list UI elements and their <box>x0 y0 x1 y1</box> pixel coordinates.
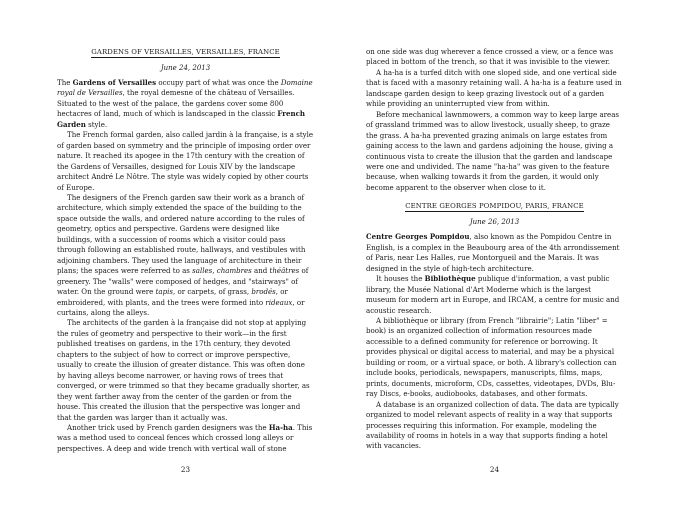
paragraph-ha-ha-definition: A ha-ha is a turfed ditch with one sloped side, and one vertical side that is faced with a masonry retaining wall. A ha-ha is a feature used in landscape garden design to keep grazing livestock out of a garden while providing an uninterrupted view from within. <box>366 67 622 109</box>
paragraph-ha-ha-continued: on one side was dug wherever a fence crossed a view, or a fence was placed in bottom of the trench, so that it was invisible to the viewer. <box>366 47 614 67</box>
right-page-text-column <box>366 47 623 452</box>
right-page <box>340 0 680 510</box>
paragraph-lawnmowers: Before mechanical lawnmowers, a common way to keep large areas of grassland trimmed was to allow livestock, usually sheep, to graze the grass. A ha-ha prevented grazing animals on large estates from gaining access to the lawn and gardens adjoining the house, giving a continuous vista to create the illusion that the garden and landscape were one and undivided. The name "ha-ha" was given to the feature because, when walking towards it from the garden, it would only become apparent to the observer when close to it. <box>366 109 620 192</box>
bold-ha-ha: Ha-ha <box>268 422 293 432</box>
article-heading-versailles: GARDENS OF VERSAILLES, VERSAILLES, FRANCE <box>91 48 280 56</box>
page-number-right: 24 <box>489 465 500 474</box>
paragraph-french-formal-garden: The French formal garden, also called jardin à la française, is a style of garden based on symmetry and the principle of imposing order over nature. It reached its apogee in the 17th century with the creation of the Gardens of Versailles, designed for Louis XIV by the landscape architect André Le Nôtre. The style was widely copied by other courts of Europe. <box>57 130 314 192</box>
article-date-versailles: June 24, 2013 <box>160 64 211 72</box>
paragraph-library: A bibliothèque or library (from French "librairie"; Latin "liber" = book) is an organized collection of information resources made accessible to a defined community for reference or borrowing. It provides physical or digital access to material, and may be a physical building or room, or a virtual space, or both. A library's collection can include books, periodicals, newspapers, manuscripts, films, maps, prints, documents, microform, CDs, cassettes, videotapes, DVDs, Blu-ray Discs, e-books, audiobooks, databases, and other formats. <box>366 315 617 399</box>
paragraph-versailles-intro: The Gardens of Versailles occupy part of what was once the Domaine royal de Versailles, the royal demesne of the château of Versailles. Situated to the west of the palace, the gardens cover some 800 hectacres of land, much of which is landscaped in the classic French Garden style. <box>57 78 313 129</box>
bold-gardens-of-versailles: Gardens of Versailles <box>72 78 157 87</box>
article-gap <box>366 193 623 201</box>
paragraph-perspective: The architects of the garden à la française did not stop at applying the rules of geometry and perspective to their work—in the first published treatises on gardens, in the 17th century, they devoted chapters to the subject of how to correct or improve perspective, usually to create the illusion of greater distance. This was often done by having alleys become narrower, or having rows of trees that converged, or were trimmed so that they became gradually shorter, as they went farther away from the center of the garden or from the house. This created the illusion that the perspective was longer and that the garden was larger than it actually was. <box>57 318 310 422</box>
italic-domaine-royal: Domaine royal de Versailles <box>57 78 313 98</box>
page-number-left: 23 <box>180 465 191 474</box>
bold-centre-georges-pompidou: Centre Georges Pompidou <box>366 232 470 242</box>
article-date-pompidou: June 26, 2013 <box>469 218 520 227</box>
bold-bibliotheque: Bibliothèque <box>424 274 476 284</box>
article-heading-pompidou: CENTRE GEORGES POMPIDOU, PARIS, FRANCE <box>405 202 584 211</box>
bold-french-garden: French Garden <box>57 109 306 129</box>
paragraph-pompidou-intro: Centre Georges Pompidou, also known as the Pompidou Centre in English, is a complex in the Beaubourg area of the 4th arrondissement of Paris, near Les Halles, rue Montorgueil and the Marais. It was designed in the style of high-tech architecture. <box>366 232 620 273</box>
paragraph-database: A database is an organized collection of data. The data are typically organized to model relevant aspects of reality in a way that supports processes requiring this information. For example, modeling the availability of rooms in hotels in a way that supports finding a hotel with vacancies. <box>366 399 619 451</box>
paragraph-bibliotheque: It houses the Bibliothèque publique d'information, a vast public library, the Musée National d'Art Moderne which is the largest museum for modern art in Europe, and IRCAM, a centre for music and acoustic research. <box>366 274 620 315</box>
paragraph-ha-ha-trick: Another trick used by French garden designers was the Ha-ha. This was a method used to conceal fences which crossed long alleys or perspectives. A deep and wide trench with vertical wall of stone <box>57 422 313 453</box>
paragraph-designers: The designers of the French garden saw their work as a branch of architecture, which simply extended the space of the building to the space outside the walls, and ordered nature according to the rules of geometry, optics and perspective. Gardens were designed like buildings, with a succession of rooms which a visitor could pass through following an established route, hallways, and vestibules with adjoining chambers. They used the language of architecture in their plans; the spaces were referred to as salles, chambres and théâtres of greenery. The "walls" were composed of hedges, and "stairways" of water. On the ground were tapis, or carpets, of grass, brodés, or embroidered, with plants, and the trees were formed into rideaux, or curtains, along the alleys. <box>57 192 309 317</box>
left-page-text-column <box>57 47 314 454</box>
